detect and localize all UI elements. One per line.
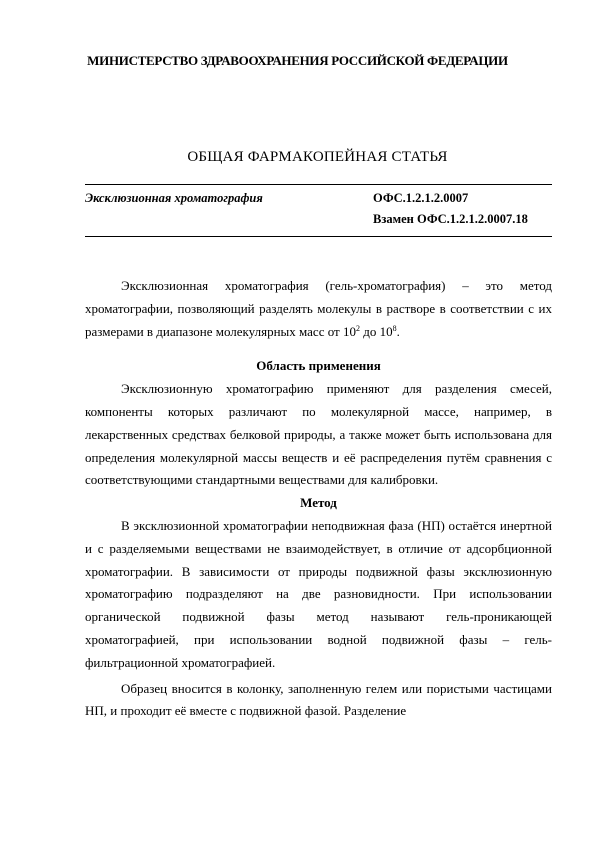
intro-exponent-max: 8 xyxy=(392,323,397,333)
article-name: Эксклюзионная хроматография xyxy=(85,191,263,205)
method-paragraph-1: В эксклюзионной хроматографии неподвижная фаза (НП) остаётся инертной и с разделяемыми веществами не взаимодействует, в отличие от адсорбционной хроматографии. В зависимости от природы подвижной фазы эксклюзионную хроматографию подразделяют на две разновидности. При использовании органической подвижной фазы метод называют гель-проникающей хроматографией, при использовании водной подвижной фазы – гель-фильтрационной хроматографией. xyxy=(85,517,552,670)
bottom-divider xyxy=(85,236,552,237)
intro-paragraph xyxy=(85,275,552,343)
intro-text-end: . xyxy=(396,323,400,339)
replaces-code: Взамен ОФС.1.2.1.2.0007.18 xyxy=(373,212,528,226)
intro-text-mid: до 10 xyxy=(359,323,393,339)
top-divider xyxy=(85,184,552,185)
intro-text: Эксклюзионная хроматография (гель-хроматография) – это метод хроматографии, позволяющий разделять молекулы в растворе в соответствии с их размерами в диапазоне молекулярных масс от 10 xyxy=(85,278,552,339)
method-paragraph-2: Образец вносится в колонку, заполненную гелем или пористыми частицами НП, и проходит её вместе с подвижной фазой. Разделение xyxy=(85,680,552,719)
ministry-header: МИНИСТЕРСТВО ЗДРАВООХРАНЕНИЯ РОССИЙСКОЙ ФЕДЕРАЦИИ xyxy=(87,53,508,68)
method-heading: Метод xyxy=(300,495,337,511)
intro-exponent-min: 2 xyxy=(355,323,360,333)
scope-heading: Область применения xyxy=(256,358,381,374)
scope-paragraph: Эксклюзионную хроматографию применяют для разделения смесей, компоненты которых различают по молекулярной массе, например, в лекарственных средствах белковой природы, а также может быть использована для определения молекулярной массы веществ и её распределения путём сравнения с соответствующими стандартными веществами для калибровки. xyxy=(85,381,552,488)
article-body xyxy=(85,275,552,723)
document-type-title: ОБЩАЯ ФАРМАКОПЕЙНАЯ СТАТЬЯ xyxy=(187,149,448,165)
article-code: ОФС.1.2.1.2.0007 xyxy=(373,191,469,205)
